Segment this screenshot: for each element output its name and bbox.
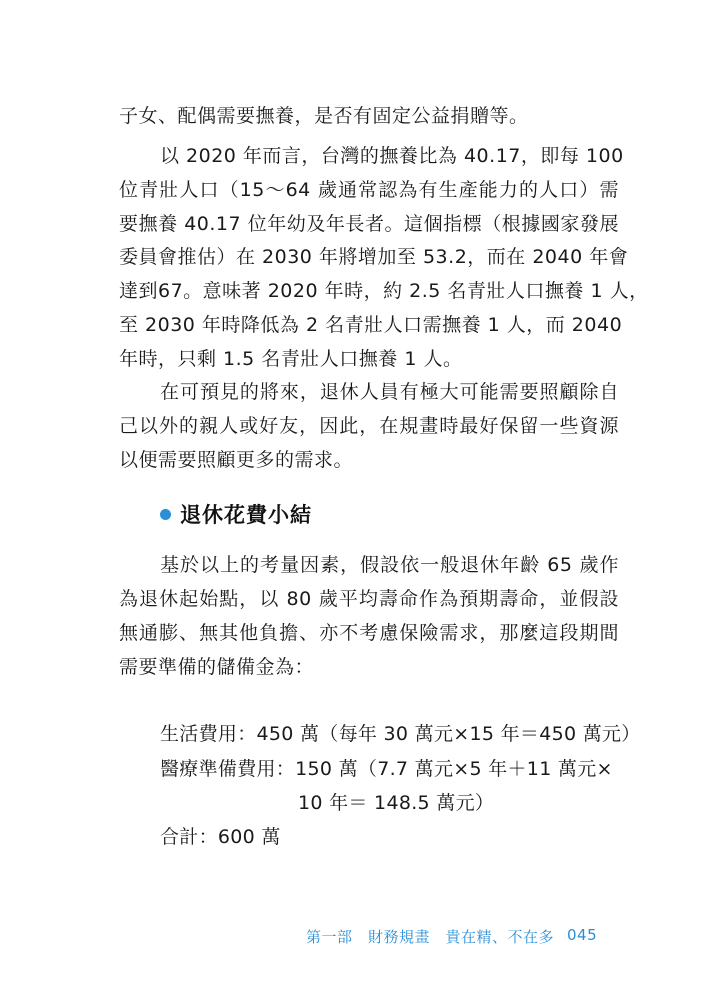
page-number: 045 <box>567 926 598 944</box>
paragraph-2-line: 年時，只剩 1.5 名青壯人口撫養 1 人。 <box>119 348 463 370</box>
section-heading <box>160 500 312 528</box>
section-paragraph-line: 無通膨、無其他負擔、亦不考慮保險需求，那麼這段期間 <box>119 622 619 644</box>
section-paragraph-line: 為退休起始點，以 80 歲平均壽命作為預期壽命，並假設 <box>119 588 619 610</box>
section-heading-text: 退休花費小結 <box>180 503 312 527</box>
section-paragraph-line: 需要準備的儲備金為： <box>119 656 315 678</box>
paragraph-3-line: 己以外的親人或好友，因此，在規畫時最好保留一些資源 <box>119 415 619 437</box>
paragraph-2-line: 要撫養 40.17 位年幼及年長者。這個指標（根據國家發展 <box>119 213 619 235</box>
bullet-dot-icon <box>160 509 171 520</box>
paragraph-2-line: 以 2020 年而言，台灣的撫養比為 40.17，即每 100 <box>160 145 624 167</box>
paragraph-2-line: 至 2030 年時降低為 2 名青壯人口需撫養 1 人，而 2040 <box>119 314 623 336</box>
paragraph-3-line: 在可預見的將來，退休人員有極大可能需要照顧除自 <box>160 381 619 403</box>
calc-medical-expense-cont: 10 年＝ 148.5 萬元） <box>298 792 495 814</box>
running-head: 第一部 財務規畫 貴在精、不在多 <box>306 928 555 946</box>
section-paragraph-line: 基於以上的考量因素，假設依一般退休年齡 65 歲作 <box>160 554 619 576</box>
paragraph-1-line: 子女、配偶需要撫養，是否有固定公益捐贈等。 <box>119 105 529 127</box>
calc-living-expense: 生活費用：450 萬（每年 30 萬元×15 年＝450 萬元） <box>160 723 641 745</box>
paragraph-3-line: 以便需要照顧更多的需求。 <box>119 449 354 471</box>
paragraph-2-line: 位青壯人口（15～64 歲通常認為有生產能力的人口）需 <box>119 179 619 201</box>
calc-total: 合計：600 萬 <box>160 826 281 848</box>
calc-medical-expense: 醫療準備費用：150 萬（7.7 萬元×5 年＋11 萬元× <box>160 758 613 780</box>
paragraph-2-line: 達到67。意味著 2020 年時，約 2.5 名青壯人口撫養 1 人， <box>119 280 649 302</box>
paragraph-2-line: 委員會推估）在 2030 年將增加至 53.2，而在 2040 年會 <box>119 246 629 268</box>
